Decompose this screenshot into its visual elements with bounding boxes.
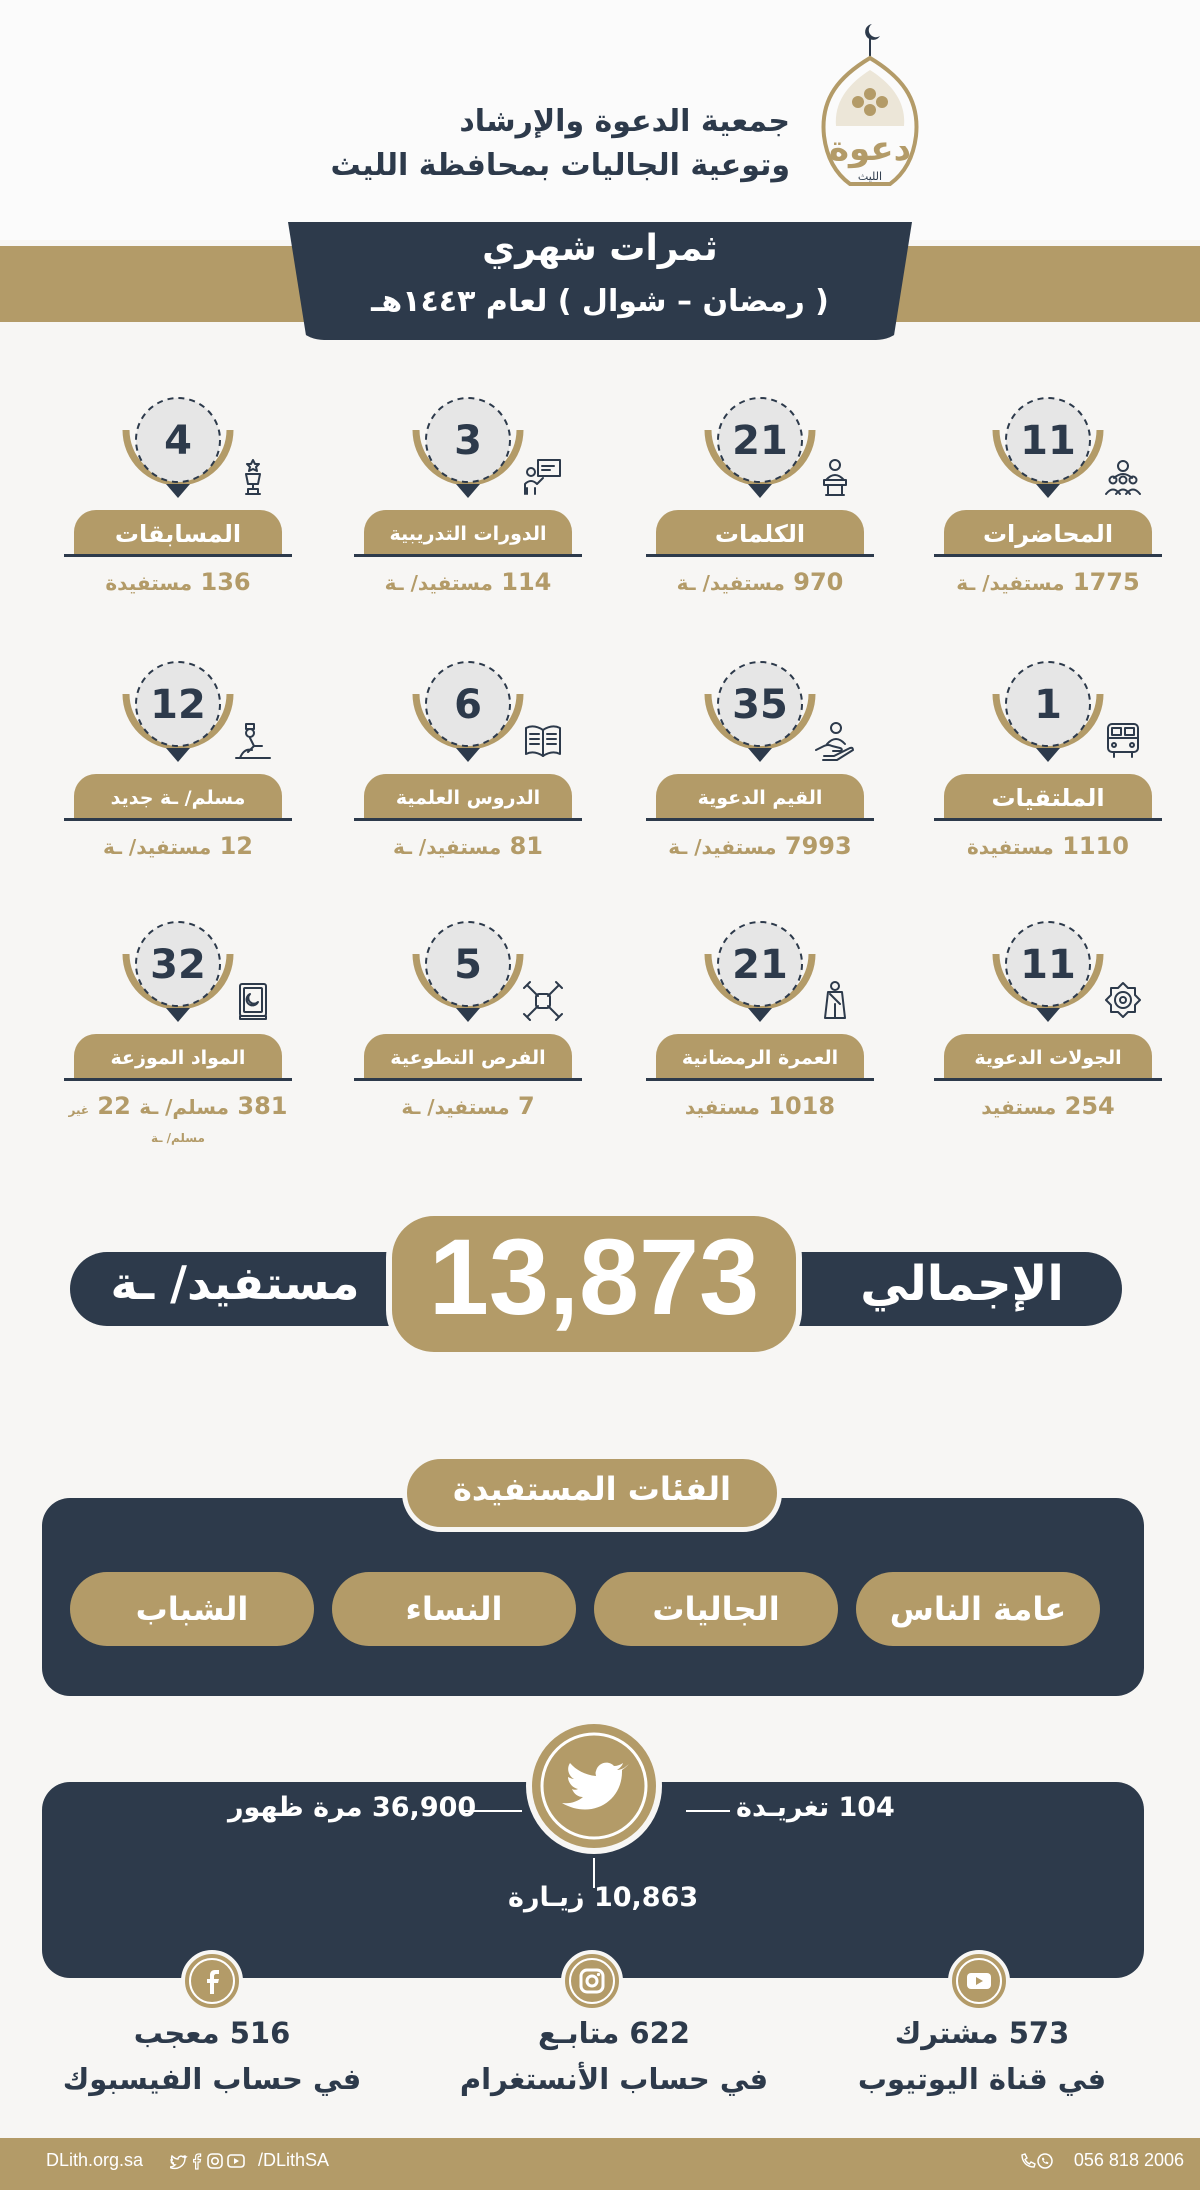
twitter-impressions: 36,900 مرة ظهور [228, 1792, 477, 1823]
stat-underline [354, 554, 582, 557]
stat-beneficiaries: 381 [237, 1092, 288, 1120]
pilgrim-icon [814, 980, 856, 1022]
category-communities: الجاليات [594, 1572, 838, 1646]
stat-beneficiaries-row [348, 568, 588, 596]
stat-underline [934, 1078, 1162, 1081]
instagram-followers: 622 متابـع [538, 2016, 690, 2050]
stat-label: المحاضرات [944, 510, 1152, 556]
stat-underline [64, 1078, 292, 1081]
stat-label: المسابقات [74, 510, 282, 556]
stat-beneficiaries-unit: مستفيد/ ـة [956, 571, 1065, 595]
stat-extra-unit: غير مسلم/ ـة [68, 1103, 205, 1145]
star-badge-icon [1102, 980, 1144, 1022]
stat-beneficiaries: 970 [793, 568, 844, 596]
twitter-bird-glyph [532, 1724, 656, 1848]
org-name-line1: جمعية الدعوة والإرشاد [459, 104, 790, 139]
instagram-glyph [565, 1954, 619, 2008]
total-value: 13,873 [428, 1216, 760, 1337]
stat-beneficiaries-unit: مستفيد/ ـة [102, 835, 212, 859]
stat-count: 5 [454, 942, 482, 988]
stat-beneficiaries: 254 [1064, 1092, 1115, 1120]
stat-beneficiaries: 114 [501, 568, 552, 596]
stat-underline [354, 1078, 582, 1081]
twitter-bird-icon [526, 1718, 662, 1854]
stat-beneficiaries-row [640, 832, 880, 860]
joined-hands-icon [522, 980, 564, 1022]
instagram-label: في حساب الأنستغرام [459, 2062, 769, 2096]
org-name [230, 100, 790, 188]
tweets-connector [686, 1810, 730, 1812]
footer-website[interactable]: DLith.org.sa [46, 2150, 144, 2170]
stat-beneficiaries-unit: مستفيدة [105, 571, 193, 595]
stat-underline [934, 554, 1162, 557]
category-youth: الشباب [70, 1572, 314, 1646]
stat-beneficiaries-row [928, 1092, 1168, 1120]
stat-beneficiaries: 1775 [1072, 568, 1140, 596]
stat-count: 21 [732, 942, 788, 988]
stat-label: الدروس العلمية [364, 774, 572, 820]
hand-person-icon [814, 720, 856, 762]
stat-count: 35 [732, 682, 788, 728]
stat-card [928, 388, 1168, 618]
bus-icon [1102, 720, 1144, 762]
stat-beneficiaries-row [640, 1092, 880, 1120]
stat-beneficiaries-unit: مستفيد/ ـة [384, 571, 493, 595]
stat-beneficiaries: 136 [200, 568, 251, 596]
open-book-icon [522, 720, 564, 762]
stat-beneficiaries-unit: مستفيد [981, 1095, 1057, 1119]
stat-beneficiaries: 7 [517, 1092, 535, 1120]
category-general-public: عامة الناس [856, 1572, 1100, 1646]
stat-underline [646, 554, 874, 557]
facebook-glyph [185, 1954, 239, 2008]
stat-underline [354, 818, 582, 821]
stat-underline [646, 818, 874, 821]
stat-card [640, 388, 880, 618]
stat-label: العمرة الرمضانية [656, 1034, 864, 1080]
lecture-audience-icon [1102, 456, 1144, 498]
youtube-glyph [952, 1954, 1006, 2008]
stat-label: الكلمات [656, 510, 864, 556]
stat-extra-count: 22 [97, 1092, 131, 1120]
mosque-dome-crescent-icon [810, 18, 930, 193]
quran-book-icon [232, 980, 274, 1022]
youtube-icon [948, 1950, 1010, 2012]
stat-card [348, 652, 588, 882]
twitter-visits: 10,863 زيـارة [508, 1882, 699, 1913]
stat-card [348, 388, 588, 618]
instagram-icon [561, 1950, 623, 2012]
stat-label: الدورات التدريبية [364, 510, 572, 556]
footer-twitter-icon[interactable] [170, 2156, 186, 2168]
stat-beneficiaries: 1110 [1062, 832, 1129, 860]
training-board-icon [522, 456, 564, 498]
stat-count: 4 [164, 418, 192, 464]
stat-beneficiaries: 7993 [784, 832, 852, 860]
stat-beneficiaries-row [928, 568, 1168, 596]
stat-underline [934, 818, 1162, 821]
stat-card [640, 652, 880, 882]
stat-underline [64, 818, 292, 821]
youtube-label: في قناة اليوتيوب [857, 2062, 1107, 2096]
stat-beneficiaries-unit: مستفيد [684, 1095, 760, 1119]
stat-label: الجولات الدعوية [944, 1034, 1152, 1080]
stat-count: 12 [150, 682, 206, 728]
stat-beneficiaries-unit: مستفيدة [967, 835, 1054, 859]
stat-label: الفرص التطوعية [364, 1034, 572, 1080]
stat-beneficiaries-row [348, 1092, 588, 1120]
stat-beneficiaries-row [348, 832, 588, 860]
stat-underline [64, 554, 292, 557]
stat-card [348, 912, 588, 1142]
stat-label: الملتقيات [944, 774, 1152, 820]
stat-beneficiaries-row [928, 832, 1168, 860]
stat-label: المواد الموزعة [74, 1034, 282, 1080]
page-subtitle: ( رمضان – شوال ) لعام ١٤٤٣هـ [371, 284, 829, 319]
stat-card [928, 652, 1168, 882]
praying-person-icon [232, 720, 274, 762]
stat-count: 21 [732, 418, 788, 464]
stat-beneficiaries: 12 [219, 832, 253, 860]
stat-beneficiaries-row [58, 1092, 298, 1148]
stat-card [58, 912, 298, 1145]
footer-instagram-icon[interactable] [208, 2154, 222, 2168]
stat-card [58, 388, 298, 618]
stat-card [928, 912, 1168, 1142]
stat-beneficiaries: 81 [509, 832, 543, 860]
stat-label: مسلم/ ـة جديد [74, 774, 282, 820]
stat-beneficiaries-row [58, 832, 298, 860]
stat-beneficiaries-unit: مسلم/ ـة [139, 1095, 230, 1119]
total-label: الإجمالي [860, 1256, 1064, 1312]
category-women: النساء [332, 1572, 576, 1646]
total-unit: مستفيد/ ـة [110, 1256, 360, 1310]
phone-whatsapp-icon [1018, 2152, 1054, 2170]
stat-count: 11 [1020, 418, 1076, 464]
footer-social-icons [170, 2151, 256, 2171]
svg-text:دعوة: دعوة [828, 129, 912, 169]
stat-beneficiaries-unit: مستفيد/ ـة [676, 571, 785, 595]
stat-count: 1 [1034, 682, 1062, 728]
podium-speaker-icon [814, 456, 856, 498]
svg-text:الليث: الليث [857, 170, 883, 183]
youtube-subscribers: 573 مشترك [894, 2016, 1070, 2050]
stat-count: 32 [150, 942, 206, 988]
stat-beneficiaries-row [58, 568, 298, 596]
facebook-label: في حساب الفيسبوك [62, 2062, 362, 2096]
stat-count: 3 [454, 418, 482, 464]
footer-facebook-icon[interactable] [194, 2154, 201, 2169]
stat-beneficiaries-row [640, 568, 880, 596]
categories-title: الفئات المستفيدة [453, 1470, 731, 1508]
footer-phone[interactable]: 056 818 2006 [1073, 2150, 1184, 2170]
stat-count: 11 [1020, 942, 1076, 988]
trophy-icon [232, 456, 274, 498]
twitter-tweets: 104 تغريـدة [736, 1792, 895, 1823]
stat-underline [646, 1078, 874, 1081]
stat-beneficiaries-unit: مستفيد/ ـة [668, 835, 777, 859]
footer-handle[interactable]: /DLithSA [258, 2150, 330, 2170]
stat-card [58, 652, 298, 882]
stat-card [640, 912, 880, 1142]
stat-beneficiaries-unit: مستفيد/ ـة [392, 835, 502, 859]
footer-youtube-icon[interactable] [228, 2155, 244, 2167]
facebook-likes: 516 معجب [133, 2016, 291, 2050]
stat-label: القيم الدعوية [656, 774, 864, 820]
stat-beneficiaries: 1018 [768, 1092, 836, 1120]
page-title: ثمرات شهري [482, 228, 718, 269]
stat-beneficiaries-unit: مستفيد/ ـة [401, 1095, 510, 1119]
org-name-line2: وتوعية الجاليات بمحافظة الليث [330, 148, 790, 183]
facebook-icon [181, 1950, 243, 2012]
stat-count: 6 [454, 682, 482, 728]
